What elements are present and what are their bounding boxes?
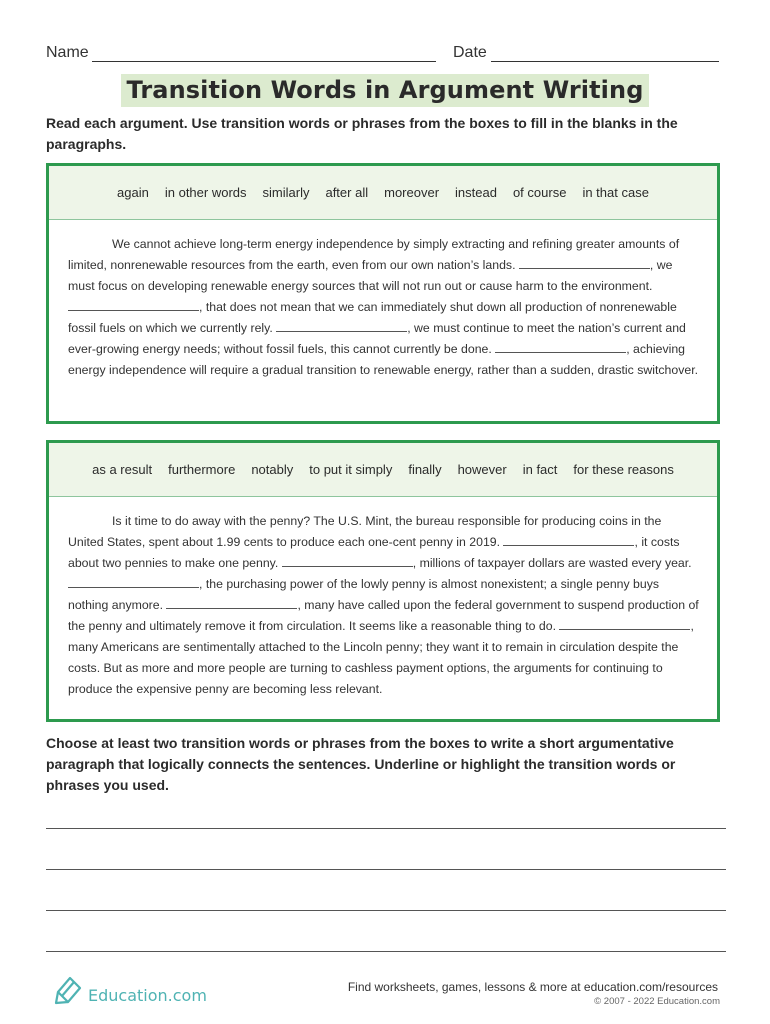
fill-in-blank[interactable]: [282, 554, 413, 567]
argument-box-penny: [46, 440, 720, 722]
word-bank-item: as a result: [92, 462, 153, 477]
paragraph-text: , we must continue to meet the nation’s current and ever-growing energy needs; without fossil fuels, this cannot currently be done.: [68, 321, 686, 356]
date-field[interactable]: [491, 61, 719, 62]
name-date-row: [46, 44, 726, 68]
footer-tagline: Find worksheets, games, lessons & more at education.com/resources: [347, 980, 718, 994]
writing-line[interactable]: [46, 951, 726, 952]
writing-line[interactable]: [46, 869, 726, 870]
instructions-write: Choose at least two transition words or phrases from the boxes to write a short argumentative paragraph that logically connects the sentences. Underline or highlight the transition words or phrases you used.: [46, 735, 676, 793]
fill-in-blank[interactable]: [519, 256, 650, 269]
word-bank-item: for these reasons: [573, 462, 674, 477]
paragraph-text: , many Americans are sentimentally attached to the Lincoln penny; they want it to remain in circulation despite the costs. But as more and more people are turning to cashless payment options, the arguments for continuing to produce the expensive penny are becoming less relevant.: [68, 619, 694, 696]
paragraph-text: , many have called upon the federal government to suspend production of the penny and ultimately remove it from circulation. It seems like a reasonable thing to do.: [68, 598, 699, 633]
fill-in-blank[interactable]: [495, 340, 626, 353]
word-bank-item: in that case: [582, 185, 649, 200]
logo-text: Education.com: [88, 986, 207, 1005]
fill-in-blank[interactable]: [559, 617, 690, 630]
paragraph-penny: [49, 497, 717, 700]
paragraph-text: , millions of taxpayer dollars are wasted every year.: [412, 556, 692, 570]
word-bank-item: after all: [325, 185, 369, 200]
paragraph-text: , achieving energy independence will require a gradual transition to renewable energy, rather than a sudden, drastic switchover.: [68, 342, 699, 377]
fill-in-blank[interactable]: [166, 596, 297, 609]
word-bank-item: finally: [408, 462, 442, 477]
page-title: Transition Words in Argument Writing: [121, 74, 650, 107]
name-field[interactable]: [92, 61, 436, 62]
word-bank-item: in fact: [522, 462, 558, 477]
date-label: Date: [453, 44, 487, 61]
education-logo[interactable]: [52, 972, 212, 1012]
word-bank-item: instead: [455, 185, 497, 200]
paragraph-text: , the purchasing power of the lowly penny is almost nonexistent; a single penny buys nothing anymore.: [68, 577, 660, 612]
word-bank-item: however: [457, 462, 507, 477]
paragraph-text: Is it time to do away with the penny? The U.S. Mint, the bureau responsible for producing coins in the United States, spent about 1.99 cents to produce each one-cent penny in 2019.: [68, 514, 662, 549]
word-bank-2: [49, 443, 717, 497]
word-bank-item: furthermore: [168, 462, 236, 477]
instructions-read: Read each argument. Use transition words or phrases from the boxes to fill in the blanks in the paragraphs.: [46, 115, 678, 152]
paragraph-text: , it costs about two pennies to make one penny.: [68, 535, 680, 570]
word-bank-item: notably: [251, 462, 294, 477]
word-bank-item: again: [117, 185, 149, 200]
word-bank-item: in other words: [164, 185, 247, 200]
word-bank-item: similarly: [262, 185, 310, 200]
paragraph-text: , that does not mean that we can immediately shut down all production of nonrenewable fossil fuels on which we currently rely.: [68, 300, 677, 335]
fill-in-blank[interactable]: [68, 575, 199, 588]
word-bank-item: to put it simply: [309, 462, 393, 477]
argument-box-energy: [46, 163, 720, 424]
paragraph-text: , we must focus on developing renewable energy sources that will not run out or cause harm to the environment.: [68, 258, 673, 293]
paragraph-energy: [49, 220, 717, 381]
pencil-logo-icon: [52, 972, 86, 1006]
writing-line[interactable]: [46, 828, 726, 829]
fill-in-blank[interactable]: [503, 533, 634, 546]
writing-line[interactable]: [46, 910, 726, 911]
word-bank-1: [49, 166, 717, 220]
paragraph-text: We cannot achieve long-term energy independence by simply extracting and refining greater amounts of limited, nonrenewable resources from the earth, even from our own nation’s lands.: [68, 237, 680, 272]
name-label: Name: [46, 44, 89, 61]
copyright: © 2007 - 2022 Education.com: [594, 996, 720, 1007]
word-bank-item: of course: [512, 185, 567, 200]
fill-in-blank[interactable]: [68, 298, 199, 311]
word-bank-item: moreover: [384, 185, 440, 200]
fill-in-blank[interactable]: [276, 319, 407, 332]
